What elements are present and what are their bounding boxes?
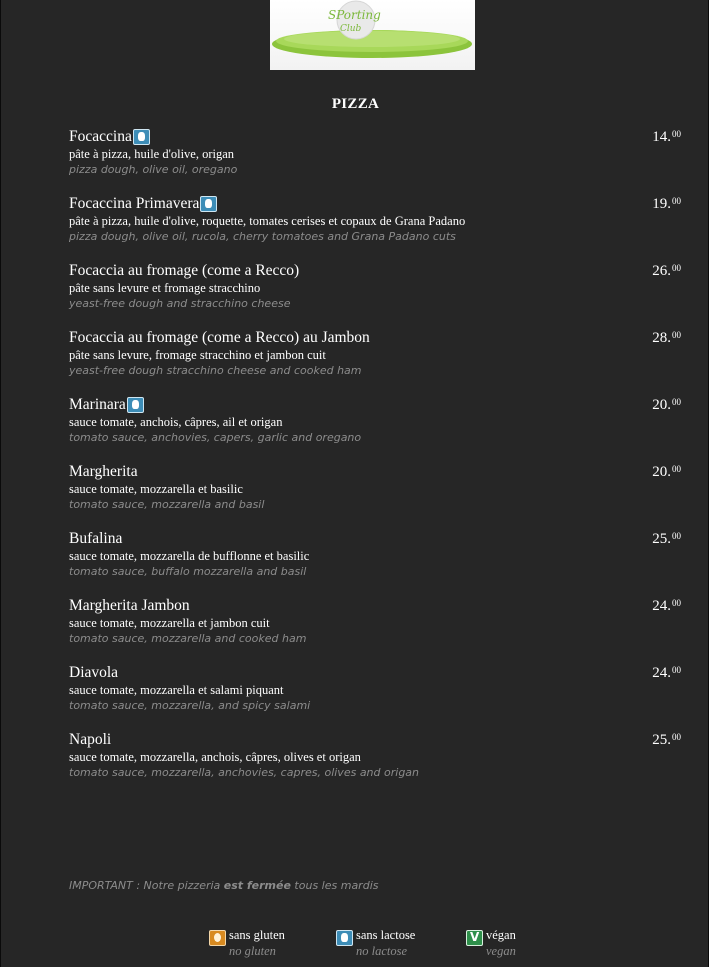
item-description-fr: pâte sans levure et fromage stracchino	[69, 281, 261, 295]
item-name: Focaccia au fromage (come a Recco)	[69, 262, 300, 279]
item-name-row	[69, 195, 681, 213]
item-price	[652, 195, 681, 213]
item-description-en: yeast-free dough and stracchino cheese	[69, 297, 291, 310]
item-description-fr: sauce tomate, anchois, câpres, ail et origan	[69, 415, 283, 429]
item-name: Focaccina	[69, 128, 132, 145]
price-main: 25.	[652, 531, 671, 547]
item-name-row	[69, 731, 681, 749]
item-name-row	[69, 597, 681, 615]
lactose-free-icon	[200, 196, 217, 212]
item-description-fr: pâte sans levure, fromage stracchino et jambon cuit	[69, 348, 326, 362]
item-name-row	[69, 262, 681, 280]
legend-label-fr: sans lactose	[356, 928, 416, 942]
item-name-row	[69, 463, 681, 481]
legend-label-fr: sans gluten	[229, 928, 285, 942]
item-name: Marinara	[69, 396, 126, 413]
item-name: Focaccia au fromage (come a Recco) au Jambon	[69, 329, 370, 346]
item-description-fr: sauce tomate, mozzarella et salami piquant	[69, 683, 284, 697]
item-description-fr: pâte à pizza, huile d'olive, roquette, tomates cerises et copaux de Grana Padano	[69, 214, 466, 228]
legend-label-en: no gluten	[229, 944, 276, 958]
menu-item	[69, 396, 681, 463]
item-price	[652, 530, 681, 548]
item-price	[652, 262, 681, 280]
item-description-fr: sauce tomate, mozzarella de bufflonne et basilic	[69, 549, 310, 563]
pizza-menu-list	[69, 128, 681, 798]
price-main: 25.	[652, 732, 671, 748]
menu-item	[69, 731, 681, 798]
item-description-en: tomato sauce, mozzarella, and spicy salami	[69, 699, 311, 712]
item-name: Bufalina	[69, 530, 123, 547]
menu-item	[69, 530, 681, 597]
menu-item	[69, 195, 681, 262]
price-cents: 00	[672, 732, 681, 742]
price-cents: 00	[672, 464, 681, 474]
item-description-fr: sauce tomate, mozzarella et jambon cuit	[69, 616, 270, 630]
price-cents: 00	[672, 129, 681, 139]
price-cents: 00	[672, 531, 681, 541]
menu-item	[69, 329, 681, 396]
item-price	[652, 329, 681, 347]
price-cents: 00	[672, 330, 681, 340]
item-description-en: tomato sauce, mozzarella and basil	[69, 498, 265, 511]
item-name-row	[69, 128, 681, 146]
legend-label-en: vegan	[486, 944, 516, 958]
item-price	[652, 128, 681, 146]
item-name-row	[69, 396, 681, 414]
price-cents: 00	[672, 665, 681, 675]
lactose-free-icon	[336, 930, 353, 946]
legend-lactose-free	[335, 928, 415, 960]
legend-vegan	[465, 928, 516, 960]
price-main: 19.	[652, 196, 671, 212]
menu-item	[69, 664, 681, 731]
item-name: Margherita	[69, 463, 138, 480]
gluten-free-icon	[209, 930, 226, 946]
price-cents: 00	[672, 196, 681, 206]
item-description-en: pizza dough, olive oil, rucola, cherry tomatoes and Grana Padano cuts	[69, 230, 456, 243]
item-name-row	[69, 664, 681, 682]
closure-notice: IMPORTANT : Notre pizzeria est fermée tous les mardis	[69, 879, 379, 892]
price-main: 20.	[652, 464, 671, 480]
legend-label-en: no lactose	[356, 944, 408, 958]
svg-text:Club: Club	[340, 24, 362, 34]
item-price	[652, 731, 681, 749]
item-name-row	[69, 530, 681, 548]
item-description-fr: sauce tomate, mozzarella et basilic	[69, 482, 243, 496]
item-description-fr: sauce tomate, mozzarella, anchois, câpres, olives et origan	[69, 750, 361, 764]
item-description-en: tomato sauce, mozzarella and cooked ham	[69, 632, 307, 645]
item-price	[652, 396, 681, 414]
lactose-free-icon	[127, 397, 144, 413]
legend-gluten-free	[208, 928, 285, 960]
menu-item	[69, 597, 681, 664]
vegan-icon	[466, 930, 483, 946]
item-name: Napoli	[69, 731, 112, 748]
section-title: PIZZA	[331, 96, 380, 112]
price-cents: 00	[672, 263, 681, 273]
item-description-fr: pâte à pizza, huile d'olive, origan	[69, 147, 235, 161]
item-description-en: pizza dough, olive oil, oregano	[69, 163, 238, 176]
price-main: 14.	[652, 129, 671, 145]
item-name: Diavola	[69, 664, 119, 681]
item-description-en: tomato sauce, buffalo mozzarella and basil	[69, 565, 307, 578]
item-description-en: yeast-free dough stracchino cheese and cooked ham	[69, 364, 362, 377]
item-description-en: tomato sauce, mozzarella, anchovies, capres, olives and origan	[69, 766, 420, 779]
menu-item	[69, 463, 681, 530]
item-price	[652, 463, 681, 481]
price-main: 24.	[652, 665, 671, 681]
lactose-free-icon	[133, 129, 150, 145]
item-name: Margherita Jambon	[69, 597, 190, 614]
item-price	[652, 664, 681, 682]
price-main: 28.	[652, 330, 671, 346]
price-cents: 00	[672, 397, 681, 407]
price-main: 24.	[652, 598, 671, 614]
menu-item	[69, 262, 681, 329]
price-main: 26.	[652, 263, 671, 279]
menu-item	[69, 128, 681, 195]
item-description-en: tomato sauce, anchovies, capers, garlic and oregano	[69, 431, 362, 444]
sporting-club-logo	[270, 0, 475, 70]
svg-text:SPorting: SPorting	[328, 8, 381, 22]
item-name-row	[69, 329, 681, 347]
price-cents: 00	[672, 598, 681, 608]
legend-label-fr: végan	[486, 928, 516, 942]
item-price	[652, 597, 681, 615]
price-main: 20.	[652, 397, 671, 413]
item-name: Focaccina Primavera	[69, 195, 200, 212]
